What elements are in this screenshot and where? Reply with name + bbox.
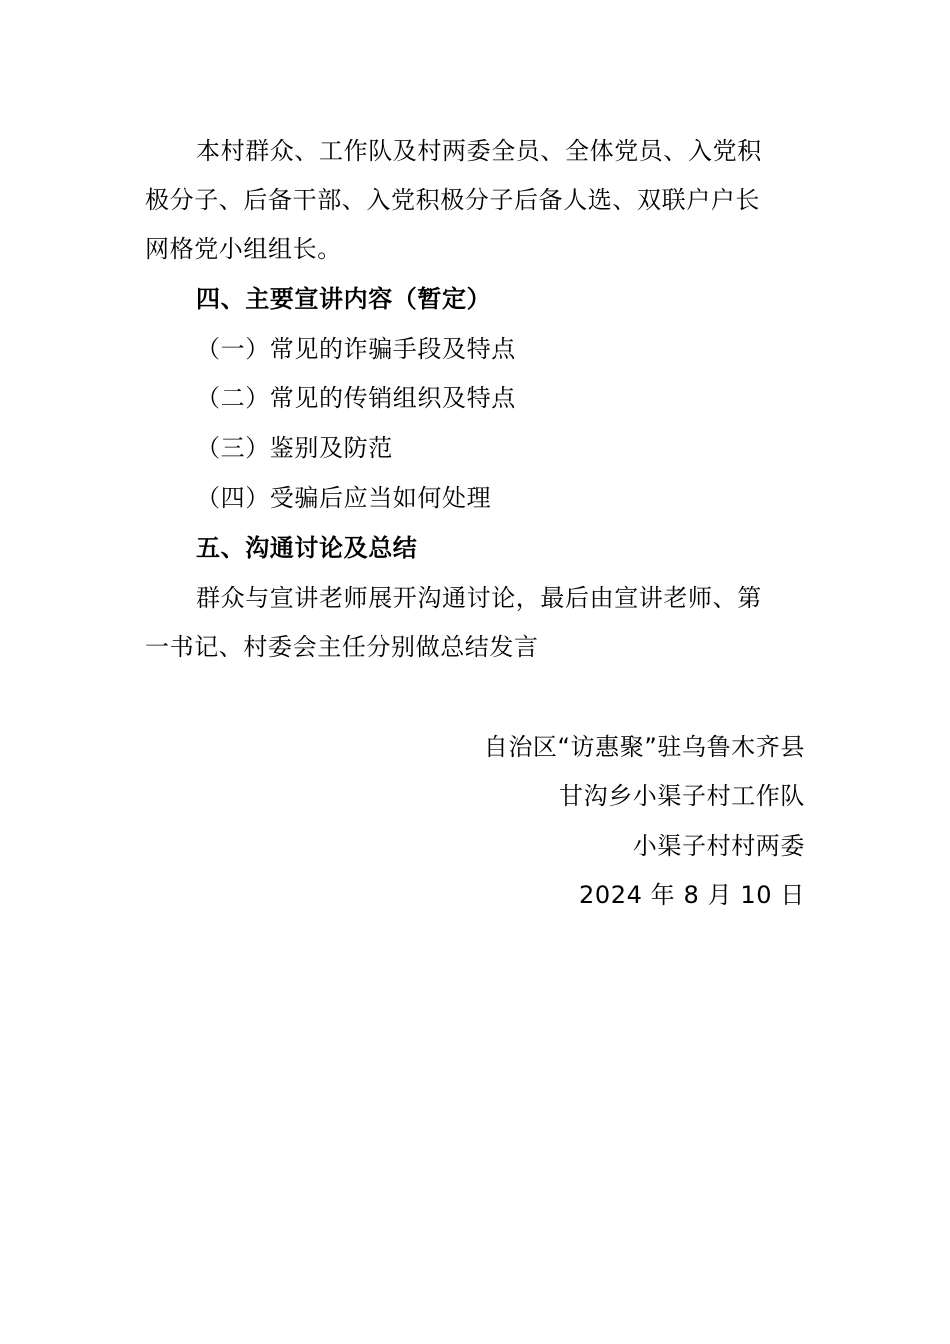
signature-org-line-2: 甘沟乡小渠子村工作队	[559, 782, 805, 810]
signature-org-line-1: 自治区“访惠聚”驻乌鲁木齐县	[483, 733, 805, 761]
signature-org-line-3: 小渠子村村两委	[632, 832, 805, 860]
section4-item-3: （三）鉴别及防范	[196, 434, 393, 462]
signature-date: 2024 年 8 月 10 日	[578, 881, 805, 909]
section3-paragraph-line-1: 本村群众、工作队及村两委全员、全体党员、入党积	[196, 137, 762, 165]
section3-paragraph-line-2: 极分子、后备干部、入党积极分子后备人选、双联户户长	[145, 186, 760, 214]
section4-item-2: （二）常见的传销组织及特点	[196, 384, 516, 412]
section3-paragraph-line-3: 网格党小组组长。	[145, 235, 342, 263]
section4-heading: 四、主要宣讲内容（暂定）	[196, 285, 492, 313]
section5-paragraph-line-1: 群众与宣讲老师展开沟通讨论，最后由宣讲老师、第	[196, 584, 762, 612]
section5-paragraph-line-2: 一书记、村委会主任分别做总结发言	[145, 633, 539, 661]
section4-item-4: （四）受骗后应当如何处理	[196, 484, 492, 512]
section4-item-1: （一）常见的诈骗手段及特点	[196, 335, 516, 363]
section5-heading: 五、沟通讨论及总结	[196, 534, 418, 562]
